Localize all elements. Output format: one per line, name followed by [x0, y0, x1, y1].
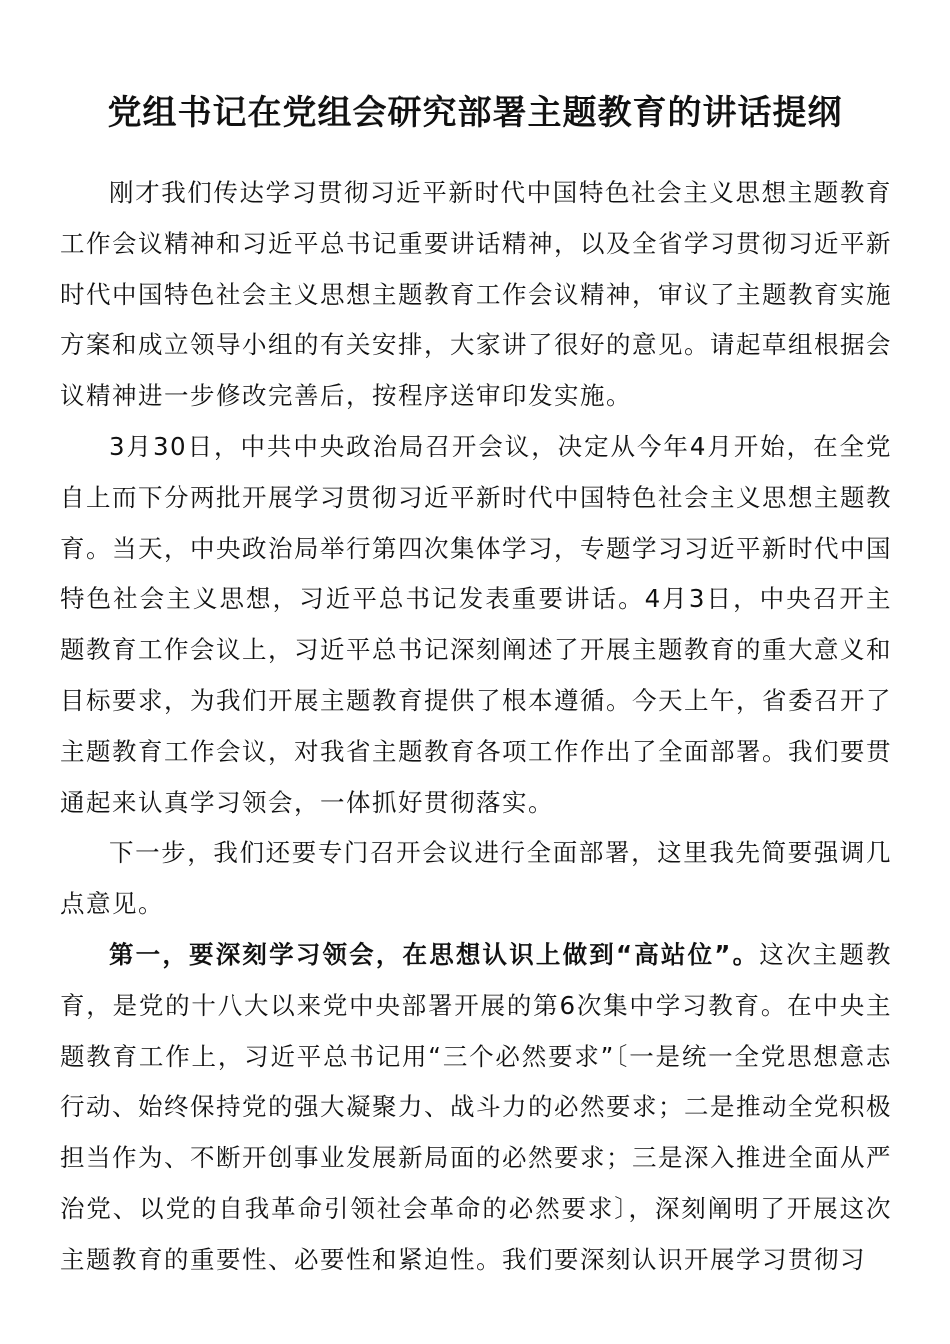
paragraph-2-text: 3月30日，中共中央政治局召开会议，决定从今年4月开始，在全党自上而下分两批开展学习贯彻习近平新时代中国特色社会主义思想主题教育。当天，中央政治局举行第四次集体学习，专题学习习近平新时代中国特色社会主义思想，习近平总书记发表重要讲话。4月3日，中央召开主题教育工作会议上，习近平总书记深刻阐述了开展主题教育的重大意义和目标要求，为我们开展主题教育提供了根本遵循。今天上午，省委召开了主题教育工作会议，对我省主题教育各项工作作出了全面部署。我们要贯通起来认真学习领会，一体抓好贯彻落实。 [60, 431, 892, 817]
paragraph-3 [60, 828, 892, 930]
paragraph-4-text: 这次主题教育，是党的十八大以来党中央部署开展的第6次集中学习教育。在中央主题教育工作上，习近平总书记用“三个必然要求”〔一是统一全党思想意志行动、始终保持党的强大凝聚力、战斗力的必然要求；二是推动全党积极担当作为、不断开创事业发展新局面的必然要求；三是深入推进全面从严治党、以党的自我革命引领社会革命的必然要求〕，深刻阐明了开展这次主题教育的重要性、必要性和紧迫性。我们要深刻认识开展学习贯彻习 [60, 939, 893, 1274]
paragraph-2 [60, 422, 892, 828]
document-body [60, 168, 892, 1286]
document-title: 党组书记在党组会研究部署主题教育的讲话提纲 [107, 93, 843, 133]
paragraph-4 [60, 930, 892, 1286]
paragraph-3-text: 下一步，我们还要专门召开会议进行全面部署，这里我先简要强调几点意见。 [60, 838, 892, 919]
paragraph-4-heading: 第一，要深刻学习领会，在思想认识上做到“高站位”。 [109, 939, 760, 969]
paragraph-1-text: 刚才我们传达学习贯彻习近平新时代中国特色社会主义思想主题教育工作会议精神和习近平总书记重要讲话精神，以及全省学习贯彻习近平新时代中国特色社会主义思想主题教育工作会议精神，审议了主题教育实施方案和成立领导小组的有关安排，大家讲了很好的意见。请起草组根据会议精神进一步修改完善后，按程序送审印发实施。 [60, 178, 892, 411]
paragraph-1 [60, 168, 892, 422]
